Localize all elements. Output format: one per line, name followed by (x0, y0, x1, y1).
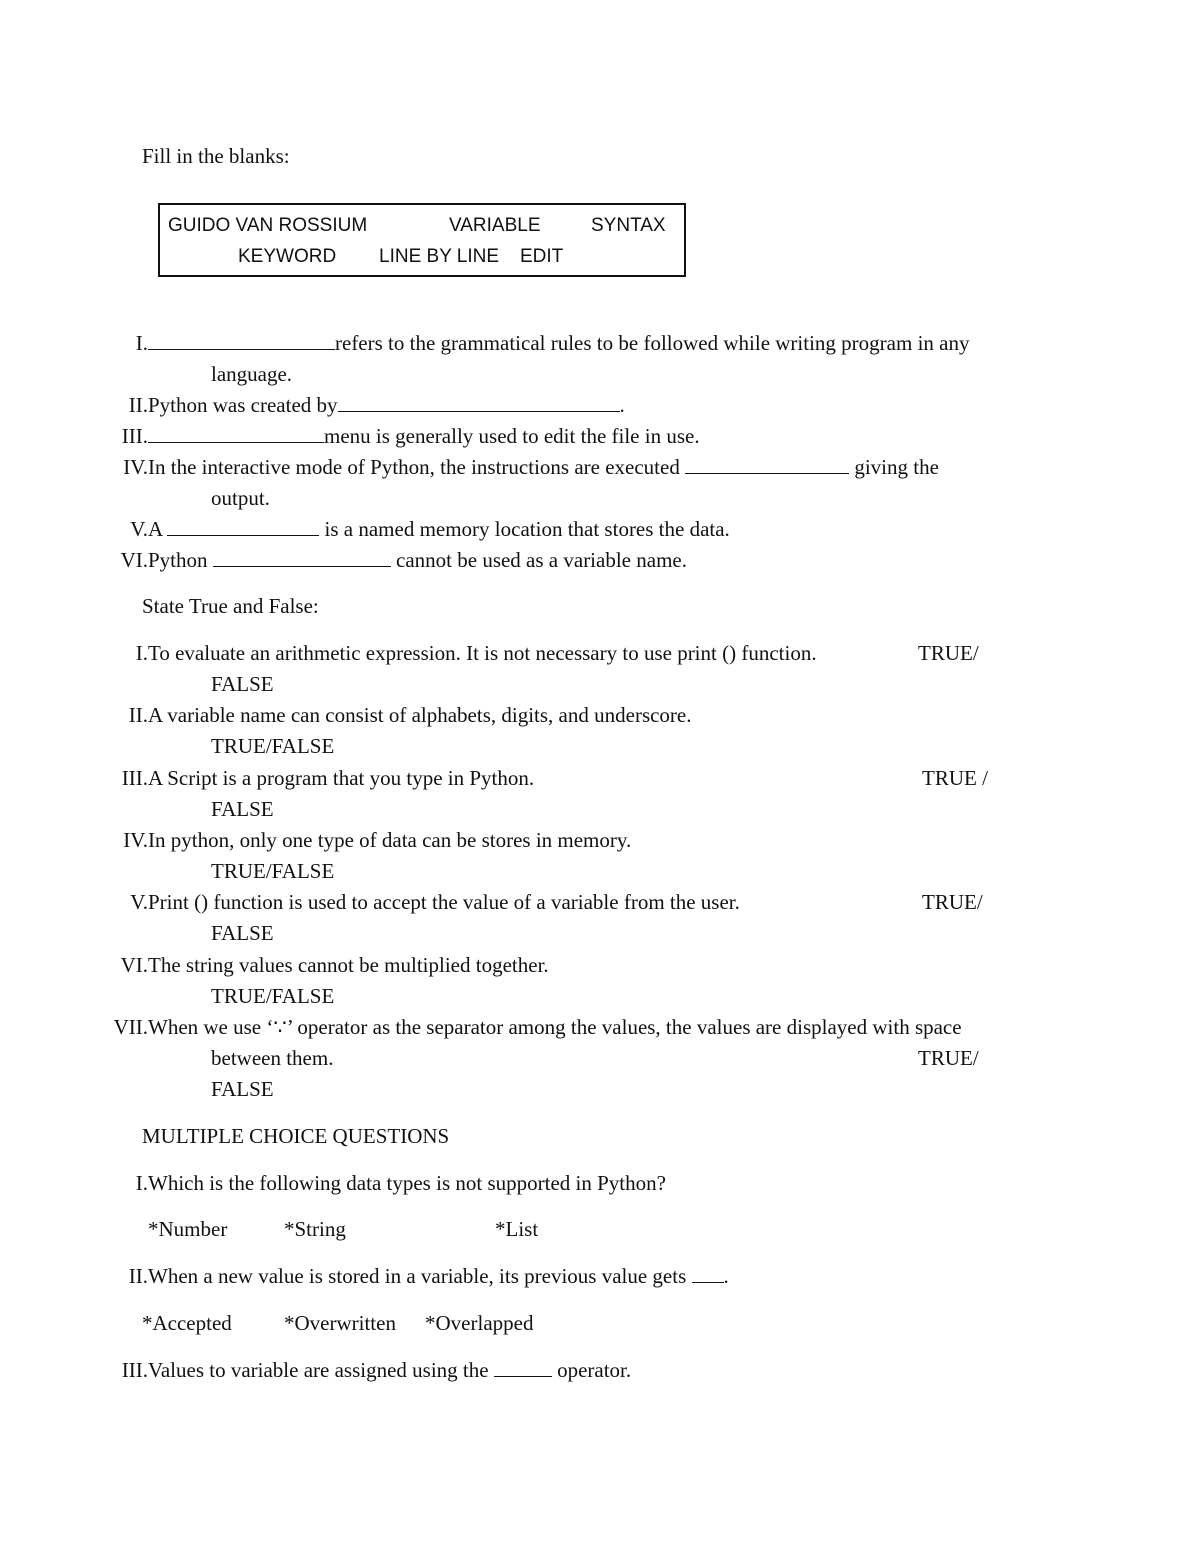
tf-continuation: TRUE/FALSE (211, 984, 335, 1008)
mcq-question (148, 1355, 631, 1386)
fill-item-3 (148, 421, 700, 452)
mcq-question (148, 1261, 729, 1292)
item-number: V. (130, 517, 148, 541)
tf-continuation: FALSE (211, 797, 274, 821)
fill-item-2 (148, 390, 625, 421)
mcq-heading: MULTIPLE CHOICE QUESTIONS (142, 1124, 450, 1148)
item-text: In the interactive mode of Python, the instructions are executed (148, 455, 686, 479)
item-number: VII. (113, 1015, 148, 1039)
word-bank-item: VARIABLE (449, 215, 541, 236)
tf-item-text: A Script is a program that you type in Python. (148, 766, 535, 790)
mcq-option[interactable]: *List (495, 1217, 539, 1241)
word-bank (158, 203, 686, 277)
word-bank-item: KEYWORD (238, 246, 337, 267)
item-number: V. (130, 890, 148, 914)
item-text: refers to the grammatical rules to be followed while writing program in any (335, 331, 970, 355)
fill-item-1 (148, 328, 969, 359)
fill-blanks-heading: Fill in the blanks: (142, 144, 290, 168)
item-number: I. (135, 331, 148, 355)
tf-continuation: TRUE/FALSE (211, 734, 335, 758)
item-number: VI. (120, 548, 148, 572)
word-bank-item: EDIT (520, 246, 564, 267)
answer-blank[interactable] (685, 453, 849, 474)
item-text: When a new value is stored in a variable, its previous value gets (148, 1264, 692, 1288)
true-false-heading: State True and False: (142, 594, 319, 618)
fill-item-5 (148, 514, 730, 545)
tf-answer: TRUE / (922, 766, 988, 790)
item-number: I. (135, 1171, 148, 1195)
answer-blank[interactable] (148, 329, 335, 350)
mcq-question: Which is the following data types is not supported in Python? (148, 1171, 666, 1195)
tf-item-text: A variable name can consist of alphabets, digits, and underscore. (148, 703, 692, 727)
mcq-option[interactable]: *Number (148, 1217, 228, 1241)
tf-answer: TRUE/ (918, 1046, 979, 1070)
item-number: IV. (123, 455, 148, 479)
item-text: Values to variable are assigned using the (148, 1358, 494, 1382)
word-bank-item: SYNTAX (591, 215, 666, 236)
tf-answer: TRUE/ (922, 890, 983, 914)
item-continuation: language. (211, 362, 293, 386)
item-number: I. (135, 641, 148, 665)
word-bank-item: LINE BY LINE (379, 246, 500, 267)
item-text: menu is generally used to edit the file in use. (324, 424, 700, 448)
item-number: VI. (120, 953, 148, 977)
tf-continuation: FALSE (211, 921, 274, 945)
item-text: cannot be used as a variable name. (390, 548, 687, 572)
fill-item-4 (148, 452, 939, 483)
tf-item-text: The string values cannot be multiplied together. (148, 953, 549, 977)
item-number: III. (121, 1358, 148, 1382)
item-text: is a named memory location that stores the data. (319, 517, 730, 541)
tf-item-text: Print () function is used to accept the value of a variable from the user. (148, 890, 740, 914)
mcq-option[interactable]: *Accepted (142, 1311, 232, 1335)
mcq-option[interactable]: *String (284, 1217, 346, 1241)
tf-continuation: FALSE (211, 672, 274, 696)
word-bank-item: GUIDO VAN ROSSIUM (168, 215, 368, 236)
tf-item-text: In python, only one type of data can be stores in memory. (148, 828, 632, 852)
tf-continuation: FALSE (211, 1077, 274, 1101)
mcq-option[interactable]: *Overwritten (284, 1311, 396, 1335)
tf-item-text: When we use ‘∵’ operator as the separator among the values, the values are displayed with space (148, 1015, 962, 1039)
answer-blank[interactable] (213, 546, 391, 567)
answer-blank[interactable] (692, 1262, 724, 1283)
item-text: A (148, 517, 168, 541)
tf-continuation: TRUE/FALSE (211, 859, 335, 883)
item-text: Python (148, 548, 213, 572)
item-number: III. (121, 424, 148, 448)
item-number: III. (121, 766, 148, 790)
item-continuation: output. (211, 486, 270, 510)
mcq-option[interactable]: *Overlapped (425, 1311, 534, 1335)
item-text: giving the (849, 455, 939, 479)
item-text: . (723, 1264, 729, 1288)
item-text: operator. (551, 1358, 632, 1382)
answer-blank[interactable] (148, 422, 324, 443)
item-number: II. (128, 1264, 148, 1288)
tf-answer: TRUE/ (918, 641, 979, 665)
item-text: . (619, 393, 625, 417)
item-number: II. (128, 393, 148, 417)
answer-blank[interactable] (494, 1356, 552, 1377)
answer-blank[interactable] (167, 515, 319, 536)
fill-item-6 (148, 545, 687, 576)
item-number: II. (128, 703, 148, 727)
item-text: Python was created by (148, 393, 338, 417)
answer-blank[interactable] (338, 391, 620, 412)
tf-item-text: To evaluate an arithmetic expression. It is not necessary to use print () function. (148, 641, 817, 665)
tf-continuation: between them. (211, 1046, 334, 1070)
item-number: IV. (123, 828, 148, 852)
